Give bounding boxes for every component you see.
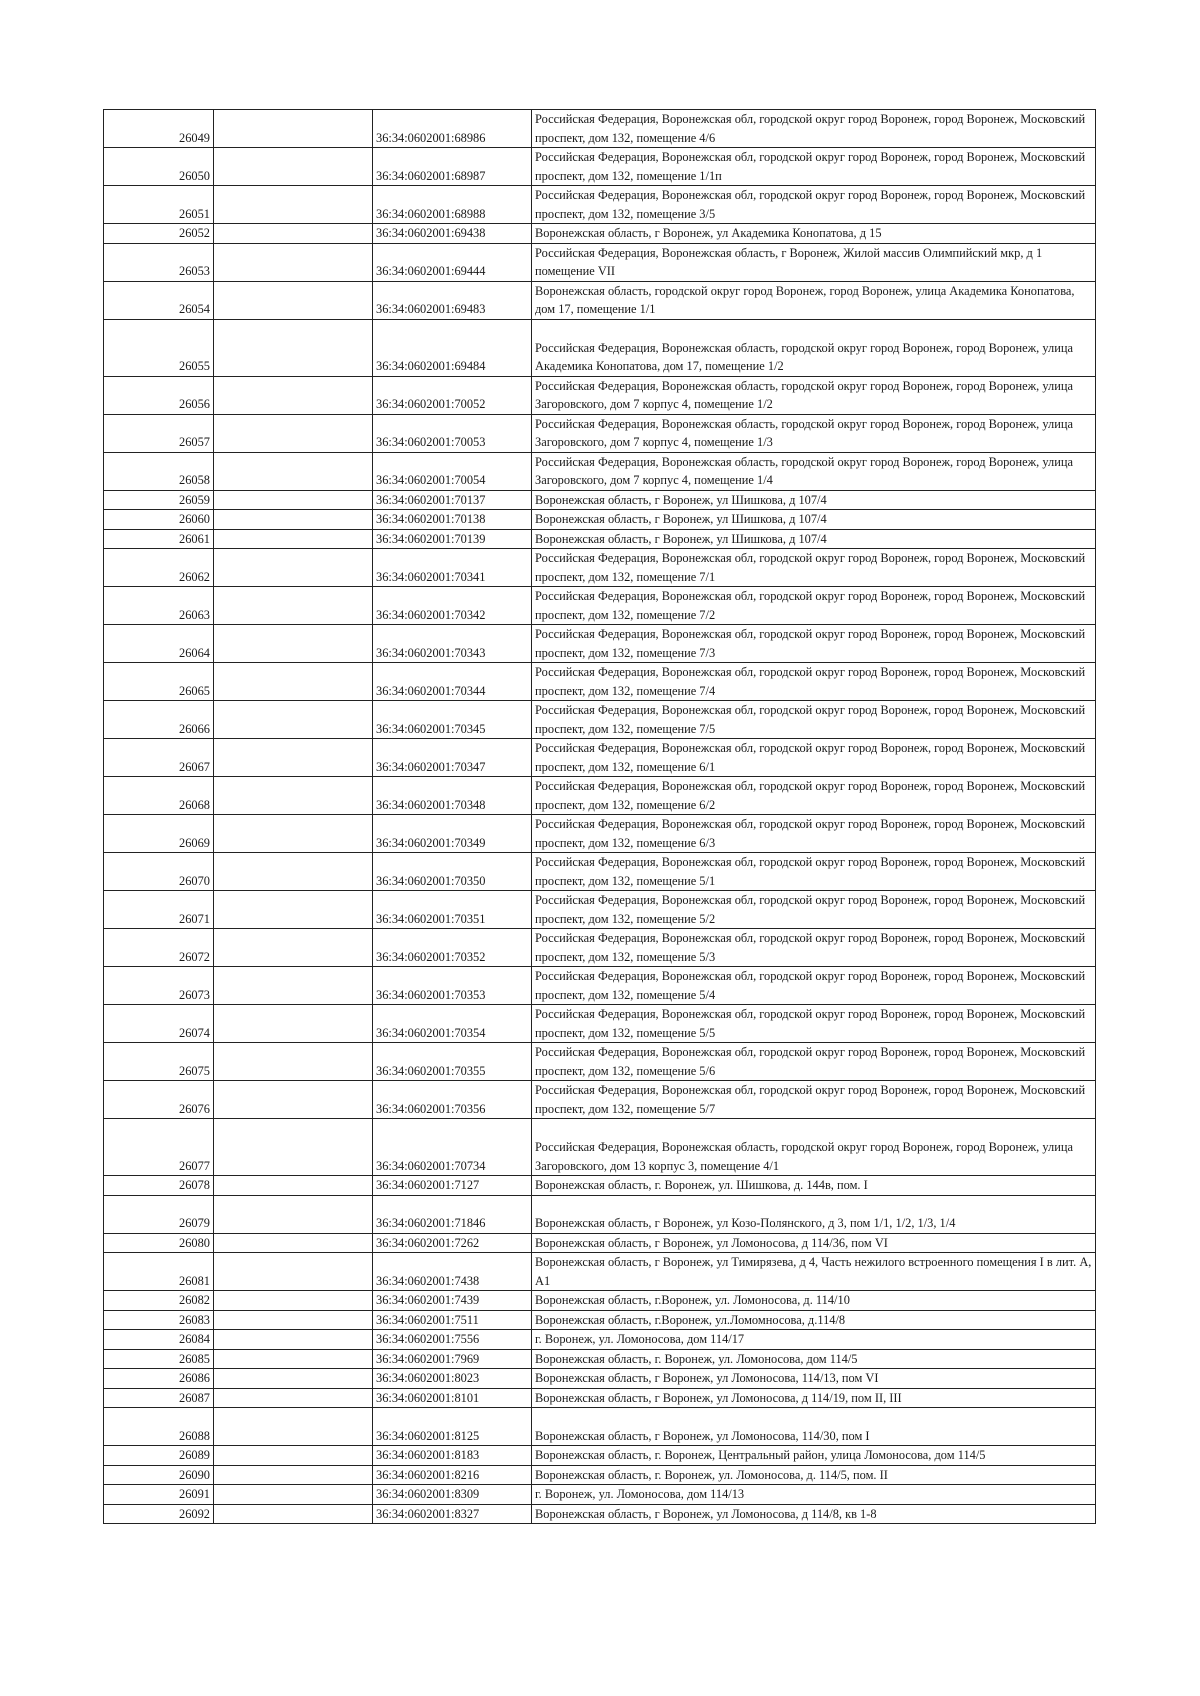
empty-cell <box>214 891 373 929</box>
address-cell: Воронежская область, г. Воронеж, ул. Шишкова, д. 144в, пом. I <box>532 1176 1096 1196</box>
row-number-cell: 26067 <box>104 739 214 777</box>
empty-cell <box>214 452 373 490</box>
table-row <box>104 1253 1096 1291</box>
empty-cell <box>214 510 373 530</box>
table-row <box>104 1005 1096 1043</box>
table-row <box>104 663 1096 701</box>
address-cell: Воронежская область, г Воронеж, ул Тимирязева, д 4, Часть нежилого встроенного помещения I в лит. А, А1 <box>532 1253 1096 1291</box>
table-row <box>104 529 1096 549</box>
empty-cell <box>214 1349 373 1369</box>
cadastral-number-cell: 36:34:0602001:7438 <box>373 1253 532 1291</box>
row-number-cell: 26076 <box>104 1081 214 1119</box>
cadastral-number-cell: 36:34:0602001:7969 <box>373 1349 532 1369</box>
row-number-cell: 26073 <box>104 967 214 1005</box>
cadastral-number-cell: 36:34:0602001:70341 <box>373 549 532 587</box>
cadastral-number-cell: 36:34:0602001:70139 <box>373 529 532 549</box>
address-cell: Российская Федерация, Воронежская обл, городской округ город Воронеж, город Воронеж, Московский проспект, дом 132, помещение 7/3 <box>532 625 1096 663</box>
table-row <box>104 1388 1096 1408</box>
table-row <box>104 1330 1096 1350</box>
address-cell: Воронежская область, г Воронеж, ул Ломоносова, 114/30, пом I <box>532 1408 1096 1446</box>
empty-cell <box>214 1310 373 1330</box>
table-row <box>104 549 1096 587</box>
address-cell: Воронежская область, г Воронеж, ул Ломоносова, д 114/36, пом VI <box>532 1233 1096 1253</box>
cadastral-number-cell: 36:34:0602001:69484 <box>373 319 532 376</box>
address-cell: Воронежская область, городской округ город Воронеж, город Воронеж, улица Академика Конопатова, дом 17, помещение 1/1 <box>532 281 1096 319</box>
row-number-cell: 26069 <box>104 815 214 853</box>
row-number-cell: 26052 <box>104 224 214 244</box>
table-row <box>104 490 1096 510</box>
address-cell: Российская Федерация, Воронежская обл, городской округ город Воронеж, город Воронеж, Московский проспект, дом 132, помещение 5/6 <box>532 1043 1096 1081</box>
empty-cell <box>214 587 373 625</box>
address-cell: Воронежская область, г Воронеж, ул Шишкова, д 107/4 <box>532 490 1096 510</box>
row-number-cell: 26092 <box>104 1504 214 1524</box>
address-cell: Воронежская область, г Воронеж, ул Ломоносова, д 114/8, кв 1-8 <box>532 1504 1096 1524</box>
address-cell: Воронежская область, г Воронеж, ул Академика Конопатова, д 15 <box>532 224 1096 244</box>
row-number-cell: 26082 <box>104 1291 214 1311</box>
cadastral-number-cell: 36:34:0602001:68988 <box>373 186 532 224</box>
empty-cell <box>214 376 373 414</box>
row-number-cell: 26071 <box>104 891 214 929</box>
cadastral-number-cell: 36:34:0602001:8125 <box>373 1408 532 1446</box>
address-cell: Российская Федерация, Воронежская обл, городской округ город Воронеж, город Воронеж, Московский проспект, дом 132, помещение 5/1 <box>532 853 1096 891</box>
address-cell: Воронежская область, г.Воронеж, ул.Ломомносова, д.114/8 <box>532 1310 1096 1330</box>
row-number-cell: 26087 <box>104 1388 214 1408</box>
address-cell: Воронежская область, г Воронеж, ул Ломоносова, д 114/19, пом II, III <box>532 1388 1096 1408</box>
table-row <box>104 1291 1096 1311</box>
cadastral-number-cell: 36:34:0602001:8309 <box>373 1485 532 1505</box>
row-number-cell: 26057 <box>104 414 214 452</box>
address-cell: Воронежская область, г.Воронеж, ул. Ломоносова, д. 114/10 <box>532 1291 1096 1311</box>
empty-cell <box>214 1504 373 1524</box>
address-cell: Российская Федерация, Воронежская обл, городской округ город Воронеж, город Воронеж, Московский проспект, дом 132, помещение 5/2 <box>532 891 1096 929</box>
address-cell: Российская Федерация, Воронежская обл, городской округ город Воронеж, город Воронеж, Московский проспект, дом 132, помещение 4/6 <box>532 110 1096 148</box>
cadastral-number-cell: 36:34:0602001:8327 <box>373 1504 532 1524</box>
row-number-cell: 26063 <box>104 587 214 625</box>
address-cell: Российская Федерация, Воронежская обл, городской округ город Воронеж, город Воронеж, Московский проспект, дом 132, помещение 5/3 <box>532 929 1096 967</box>
empty-cell <box>214 243 373 281</box>
row-number-cell: 26075 <box>104 1043 214 1081</box>
cadastral-number-cell: 36:34:0602001:71846 <box>373 1195 532 1233</box>
empty-cell <box>214 1465 373 1485</box>
table-row <box>104 701 1096 739</box>
cadastral-number-cell: 36:34:0602001:70356 <box>373 1081 532 1119</box>
row-number-cell: 26054 <box>104 281 214 319</box>
empty-cell <box>214 663 373 701</box>
registry-table-body <box>104 110 1096 1524</box>
empty-cell <box>214 414 373 452</box>
row-number-cell: 26085 <box>104 1349 214 1369</box>
cadastral-number-cell: 36:34:0602001:69438 <box>373 224 532 244</box>
cadastral-number-cell: 36:34:0602001:7439 <box>373 1291 532 1311</box>
address-cell: Российская Федерация, Воронежская область, городской округ город Воронеж, город Воронеж, улица Загоровского, дом 7 корпус 4, помещение 1/4 <box>532 452 1096 490</box>
address-cell: Российская Федерация, Воронежская обл, городской округ город Воронеж, город Воронеж, Московский проспект, дом 132, помещение 7/2 <box>532 587 1096 625</box>
cadastral-number-cell: 36:34:0602001:8101 <box>373 1388 532 1408</box>
cadastral-number-cell: 36:34:0602001:8183 <box>373 1446 532 1466</box>
cadastral-number-cell: 36:34:0602001:68987 <box>373 148 532 186</box>
cadastral-number-cell: 36:34:0602001:70350 <box>373 853 532 891</box>
table-row <box>104 414 1096 452</box>
cadastral-number-cell: 36:34:0602001:8023 <box>373 1369 532 1389</box>
table-row <box>104 1504 1096 1524</box>
cadastral-number-cell: 36:34:0602001:70352 <box>373 929 532 967</box>
table-row <box>104 1408 1096 1446</box>
address-cell: Российская Федерация, Воронежская обл, городской округ город Воронеж, город Воронеж, Московский проспект, дом 132, помещение 6/1 <box>532 739 1096 777</box>
row-number-cell: 26068 <box>104 777 214 815</box>
row-number-cell: 26056 <box>104 376 214 414</box>
cadastral-number-cell: 36:34:0602001:7127 <box>373 1176 532 1196</box>
table-row <box>104 1446 1096 1466</box>
table-row <box>104 967 1096 1005</box>
empty-cell <box>214 224 373 244</box>
table-row <box>104 319 1096 376</box>
table-row <box>104 281 1096 319</box>
empty-cell <box>214 1119 373 1176</box>
table-row <box>104 739 1096 777</box>
cadastral-number-cell: 36:34:0602001:70347 <box>373 739 532 777</box>
empty-cell <box>214 967 373 1005</box>
empty-cell <box>214 1369 373 1389</box>
row-number-cell: 26053 <box>104 243 214 281</box>
table-row <box>104 891 1096 929</box>
address-cell: Воронежская область, г. Воронеж, ул. Ломоносова, дом 114/5 <box>532 1349 1096 1369</box>
row-number-cell: 26089 <box>104 1446 214 1466</box>
empty-cell <box>214 1195 373 1233</box>
cadastral-number-cell: 36:34:0602001:7511 <box>373 1310 532 1330</box>
address-cell: Воронежская область, г. Воронеж, Центральный район, улица Ломоносова, дом 114/5 <box>532 1446 1096 1466</box>
cadastral-number-cell: 36:34:0602001:70343 <box>373 625 532 663</box>
table-row <box>104 587 1096 625</box>
address-cell: Российская Федерация, Воронежская область, городской округ город Воронеж, город Воронеж, улица Академика Конопатова, дом 17, помещение 1/2 <box>532 319 1096 376</box>
empty-cell <box>214 1233 373 1253</box>
row-number-cell: 26079 <box>104 1195 214 1233</box>
empty-cell <box>214 1005 373 1043</box>
address-cell: Российская Федерация, Воронежская обл, городской округ город Воронеж, город Воронеж, Московский проспект, дом 132, помещение 5/7 <box>532 1081 1096 1119</box>
cadastral-number-cell: 36:34:0602001:70353 <box>373 967 532 1005</box>
table-row <box>104 1233 1096 1253</box>
row-number-cell: 26061 <box>104 529 214 549</box>
empty-cell <box>214 701 373 739</box>
row-number-cell: 26078 <box>104 1176 214 1196</box>
empty-cell <box>214 739 373 777</box>
address-cell: Российская Федерация, Воронежская обл, городской округ город Воронеж, город Воронеж, Московский проспект, дом 132, помещение 1/1п <box>532 148 1096 186</box>
address-cell: Российская Федерация, Воронежская обл, городской округ город Воронеж, город Воронеж, Московский проспект, дом 132, помещение 7/5 <box>532 701 1096 739</box>
cadastral-number-cell: 36:34:0602001:70355 <box>373 1043 532 1081</box>
address-cell: Российская Федерация, Воронежская обл, городской округ город Воронеж, город Воронеж, Московский проспект, дом 132, помещение 7/1 <box>532 549 1096 587</box>
empty-cell <box>214 625 373 663</box>
address-cell: Российская Федерация, Воронежская область, городской округ город Воронеж, город Воронеж, улица Загоровского, дом 13 корпус 3, помещение 4/1 <box>532 1119 1096 1176</box>
cadastral-number-cell: 36:34:0602001:70734 <box>373 1119 532 1176</box>
row-number-cell: 26050 <box>104 148 214 186</box>
address-cell: г. Воронеж, ул. Ломоносова, дом 114/13 <box>532 1485 1096 1505</box>
empty-cell <box>214 549 373 587</box>
address-cell: Российская Федерация, Воронежская обл, городской округ город Воронеж, город Воронеж, Московский проспект, дом 132, помещение 5/4 <box>532 967 1096 1005</box>
address-cell: Российская Федерация, Воронежская обл, городской округ город Воронеж, город Воронеж, Московский проспект, дом 132, помещение 6/2 <box>532 777 1096 815</box>
address-cell: Российская Федерация, Воронежская обл, городской округ город Воронеж, город Воронеж, Московский проспект, дом 132, помещение 5/5 <box>532 1005 1096 1043</box>
row-number-cell: 26083 <box>104 1310 214 1330</box>
row-number-cell: 26074 <box>104 1005 214 1043</box>
empty-cell <box>214 319 373 376</box>
row-number-cell: 26055 <box>104 319 214 376</box>
address-cell: Российская Федерация, Воронежская обл, городской округ город Воронеж, город Воронеж, Московский проспект, дом 132, помещение 3/5 <box>532 186 1096 224</box>
cadastral-number-cell: 36:34:0602001:70344 <box>373 663 532 701</box>
table-row <box>104 853 1096 891</box>
row-number-cell: 26091 <box>104 1485 214 1505</box>
empty-cell <box>214 1043 373 1081</box>
table-row <box>104 243 1096 281</box>
cadastral-number-cell: 36:34:0602001:69483 <box>373 281 532 319</box>
empty-cell <box>214 1446 373 1466</box>
empty-cell <box>214 1176 373 1196</box>
table-row <box>104 1043 1096 1081</box>
address-cell: г. Воронеж, ул. Ломоносова, дом 114/17 <box>532 1330 1096 1350</box>
property-registry-table <box>103 109 1096 1524</box>
cadastral-number-cell: 36:34:0602001:70354 <box>373 1005 532 1043</box>
empty-cell <box>214 1330 373 1350</box>
row-number-cell: 26059 <box>104 490 214 510</box>
empty-cell <box>214 929 373 967</box>
empty-cell <box>214 853 373 891</box>
row-number-cell: 26062 <box>104 549 214 587</box>
table-row <box>104 186 1096 224</box>
table-row <box>104 815 1096 853</box>
row-number-cell: 26064 <box>104 625 214 663</box>
row-number-cell: 26049 <box>104 110 214 148</box>
address-cell: Воронежская область, г Воронеж, ул Шишкова, д 107/4 <box>532 510 1096 530</box>
cadastral-number-cell: 36:34:0602001:69444 <box>373 243 532 281</box>
address-cell: Воронежская область, г. Воронеж, ул. Ломоносова, д. 114/5, пом. II <box>532 1465 1096 1485</box>
empty-cell <box>214 815 373 853</box>
table-row <box>104 148 1096 186</box>
cadastral-number-cell: 36:34:0602001:70054 <box>373 452 532 490</box>
address-cell: Воронежская область, г Воронеж, ул Козо-Полянского, д 3, пом 1/1, 1/2, 1/3, 1/4 <box>532 1195 1096 1233</box>
cadastral-number-cell: 36:34:0602001:70138 <box>373 510 532 530</box>
table-row <box>104 224 1096 244</box>
address-cell: Российская Федерация, Воронежская обл, городской округ город Воронеж, город Воронеж, Московский проспект, дом 132, помещение 6/3 <box>532 815 1096 853</box>
empty-cell <box>214 148 373 186</box>
empty-cell <box>214 490 373 510</box>
row-number-cell: 26081 <box>104 1253 214 1291</box>
row-number-cell: 26066 <box>104 701 214 739</box>
row-number-cell: 26070 <box>104 853 214 891</box>
cadastral-number-cell: 36:34:0602001:70348 <box>373 777 532 815</box>
table-row <box>104 1310 1096 1330</box>
table-row <box>104 1081 1096 1119</box>
row-number-cell: 26072 <box>104 929 214 967</box>
cadastral-number-cell: 36:34:0602001:70053 <box>373 414 532 452</box>
row-number-cell: 26065 <box>104 663 214 701</box>
cadastral-number-cell: 36:34:0602001:7556 <box>373 1330 532 1350</box>
address-cell: Воронежская область, г Воронеж, ул Ломоносова, 114/13, пом VI <box>532 1369 1096 1389</box>
table-row <box>104 1176 1096 1196</box>
empty-cell <box>214 281 373 319</box>
row-number-cell: 26084 <box>104 1330 214 1350</box>
table-row <box>104 929 1096 967</box>
empty-cell <box>214 529 373 549</box>
table-row <box>104 1465 1096 1485</box>
empty-cell <box>214 1081 373 1119</box>
cadastral-number-cell: 36:34:0602001:68986 <box>373 110 532 148</box>
cadastral-number-cell: 36:34:0602001:8216 <box>373 1465 532 1485</box>
row-number-cell: 26058 <box>104 452 214 490</box>
cadastral-number-cell: 36:34:0602001:70345 <box>373 701 532 739</box>
empty-cell <box>214 110 373 148</box>
cadastral-number-cell: 36:34:0602001:70137 <box>373 490 532 510</box>
empty-cell <box>214 1253 373 1291</box>
row-number-cell: 26077 <box>104 1119 214 1176</box>
table-row <box>104 1119 1096 1176</box>
empty-cell <box>214 1291 373 1311</box>
cadastral-number-cell: 36:34:0602001:70052 <box>373 376 532 414</box>
table-row <box>104 1349 1096 1369</box>
cadastral-number-cell: 36:34:0602001:70342 <box>373 587 532 625</box>
address-cell: Российская Федерация, Воронежская область, городской округ город Воронеж, город Воронеж, улица Загоровского, дом 7 корпус 4, помещение 1/2 <box>532 376 1096 414</box>
row-number-cell: 26051 <box>104 186 214 224</box>
row-number-cell: 26080 <box>104 1233 214 1253</box>
empty-cell <box>214 186 373 224</box>
table-row <box>104 625 1096 663</box>
cadastral-number-cell: 36:34:0602001:70349 <box>373 815 532 853</box>
table-row <box>104 1369 1096 1389</box>
row-number-cell: 26090 <box>104 1465 214 1485</box>
empty-cell <box>214 1388 373 1408</box>
table-row <box>104 1195 1096 1233</box>
address-cell: Российская Федерация, Воронежская область, городской округ город Воронеж, город Воронеж, улица Загоровского, дом 7 корпус 4, помещение 1/3 <box>532 414 1096 452</box>
empty-cell <box>214 1408 373 1446</box>
table-row <box>104 777 1096 815</box>
empty-cell <box>214 777 373 815</box>
address-cell: Российская Федерация, Воронежская область, г Воронеж, Жилой массив Олимпийский мкр, д 1 помещение VII <box>532 243 1096 281</box>
cadastral-number-cell: 36:34:0602001:70351 <box>373 891 532 929</box>
table-row <box>104 1485 1096 1505</box>
cadastral-number-cell: 36:34:0602001:7262 <box>373 1233 532 1253</box>
table-row <box>104 376 1096 414</box>
table-row <box>104 452 1096 490</box>
address-cell: Воронежская область, г Воронеж, ул Шишкова, д 107/4 <box>532 529 1096 549</box>
table-row <box>104 110 1096 148</box>
row-number-cell: 26088 <box>104 1408 214 1446</box>
address-cell: Российская Федерация, Воронежская обл, городской округ город Воронеж, город Воронеж, Московский проспект, дом 132, помещение 7/4 <box>532 663 1096 701</box>
row-number-cell: 26060 <box>104 510 214 530</box>
table-row <box>104 510 1096 530</box>
row-number-cell: 26086 <box>104 1369 214 1389</box>
empty-cell <box>214 1485 373 1505</box>
